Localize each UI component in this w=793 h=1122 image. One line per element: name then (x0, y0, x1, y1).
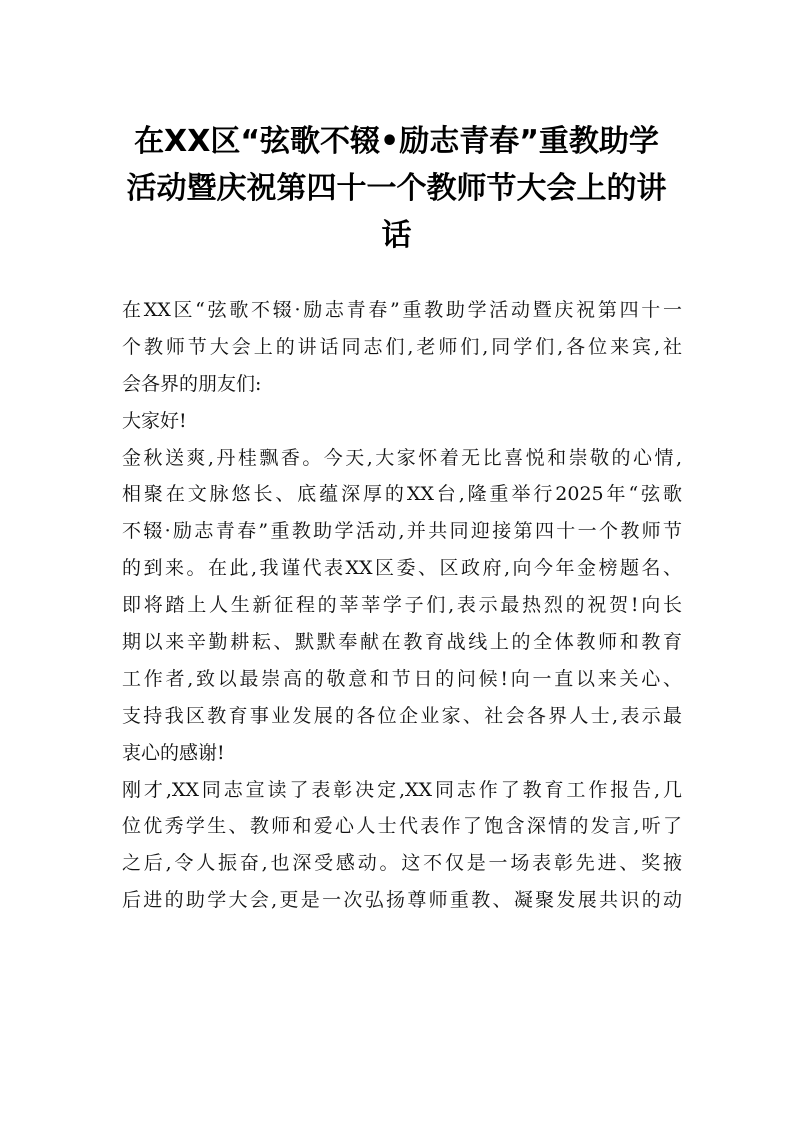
body-line: 衷心的感谢! (122, 741, 225, 764)
speech-body (122, 292, 682, 919)
body-line: 不辍·励志青春”重教助学活动,并共同迎接第四十一个教师节 (122, 520, 682, 543)
title-line: 活动暨庆祝第四十一个教师节大会上的讲 (126, 171, 667, 206)
body-line: 金秋送爽,丹桂飘香。今天,大家怀着无比喜悦和崇敬的心情, (122, 446, 682, 469)
body-line: 个教师节大会上的讲话同志们,老师们,同学们,各位来宾,社 (122, 335, 682, 358)
title-line: 话 (381, 218, 412, 253)
body-line: 后进的助学大会,更是一次弘扬尊师重教、凝聚发展共识的动 (122, 889, 682, 912)
body-line: 期以来辛勤耕耘、默默奉献在教育战线上的全体教师和教育 (122, 631, 682, 654)
page-title (110, 118, 683, 259)
body-line: 位优秀学生、教师和爱心人士代表作了饱含深情的发言,听了 (122, 815, 682, 838)
body-line: 在XX区“弦歌不辍·励志青春”重教助学活动暨庆祝第四十一 (122, 299, 682, 321)
body-line: 支持我区教育事业发展的各位企业家、社会各界人士,表示最 (122, 704, 682, 727)
body-line: 刚才,XX同志宣读了表彰决定,XX同志作了教育工作报告,几 (122, 778, 682, 801)
body-line: 会各界的朋友们: (122, 372, 262, 395)
body-line: 相聚在文脉悠长、底蕴深厚的XX台,隆重举行2025年“弦歌 (122, 483, 682, 506)
body-line: 即将踏上人生新征程的莘莘学子们,表示最热烈的祝贺!向长 (122, 594, 682, 617)
body-line: 工作者,致以最崇高的敬意和节日的问候!向一直以来关心、 (122, 667, 682, 690)
body-line: 的到来。在此,我谨代表XX区委、区政府,向今年金榜题名、 (122, 557, 682, 580)
title-line: 在XX区“弦歌不辍•励志青春”重教助学 (134, 124, 659, 159)
body-line: 大家好! (122, 409, 187, 432)
body-line: 之后,令人振奋,也深受感动。这不仅是一场表彰先进、奖掖 (122, 852, 682, 875)
